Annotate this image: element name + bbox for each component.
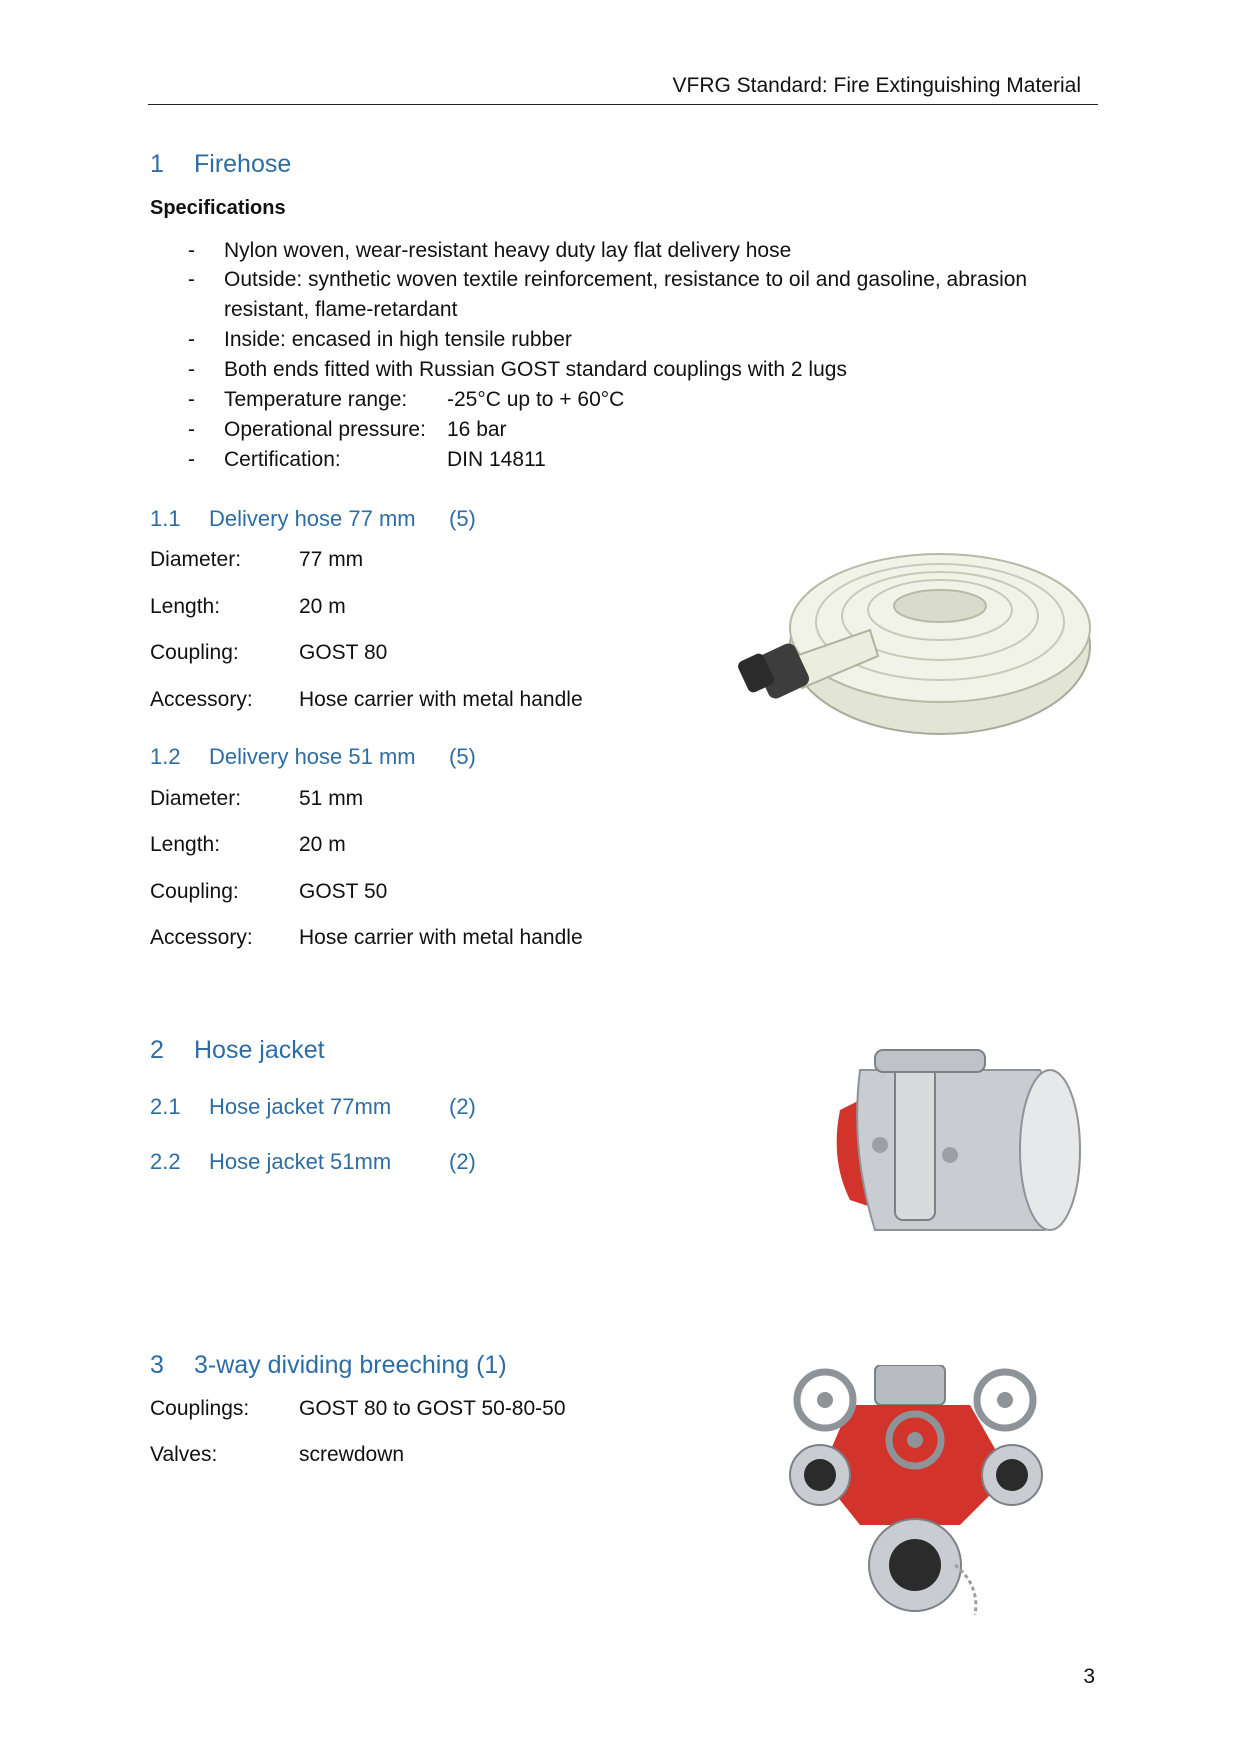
section-2-heading: 2 Hose jacket [150, 1036, 325, 1064]
subsection-1-2-heading: 1.2 Delivery hose 51 mm (5) [150, 744, 476, 769]
subsection-1-1-heading: 1.1 Delivery hose 77 mm (5) [150, 506, 476, 531]
spec-label: Temperature range: [224, 388, 408, 411]
subsection-2-2-heading: 2.2 Hose jacket 51mm (2) [150, 1149, 476, 1174]
spec-value: -25°C up to + 60°C [447, 388, 625, 411]
running-header: VFRG Standard: Fire Extinguishing Material [672, 74, 1081, 97]
spec-value: DIN 14811 [447, 448, 546, 471]
hose-jacket-image [820, 1030, 1100, 1240]
spec-value: 16 bar [447, 418, 507, 441]
dividing-breeching-image [780, 1365, 1090, 1625]
fire-hose-image [720, 538, 1100, 768]
section-title: Firehose [194, 150, 292, 178]
specifications-label: Specifications [150, 197, 286, 219]
subsection-2-1-heading: 2.1 Hose jacket 77mm (2) [150, 1094, 476, 1119]
page-number: 3 [1083, 1665, 1095, 1688]
spec-bullet-continuation: resistant, flame-retardant [224, 298, 458, 321]
header-rule [148, 104, 1098, 105]
spec-label: Certification: [224, 448, 341, 471]
section-1-heading [150, 150, 291, 179]
spec-label: Operational pressure: [224, 418, 426, 441]
section-number: 1 [150, 150, 164, 178]
section-3-heading: 3 3-way dividing breeching (1) [150, 1351, 507, 1379]
